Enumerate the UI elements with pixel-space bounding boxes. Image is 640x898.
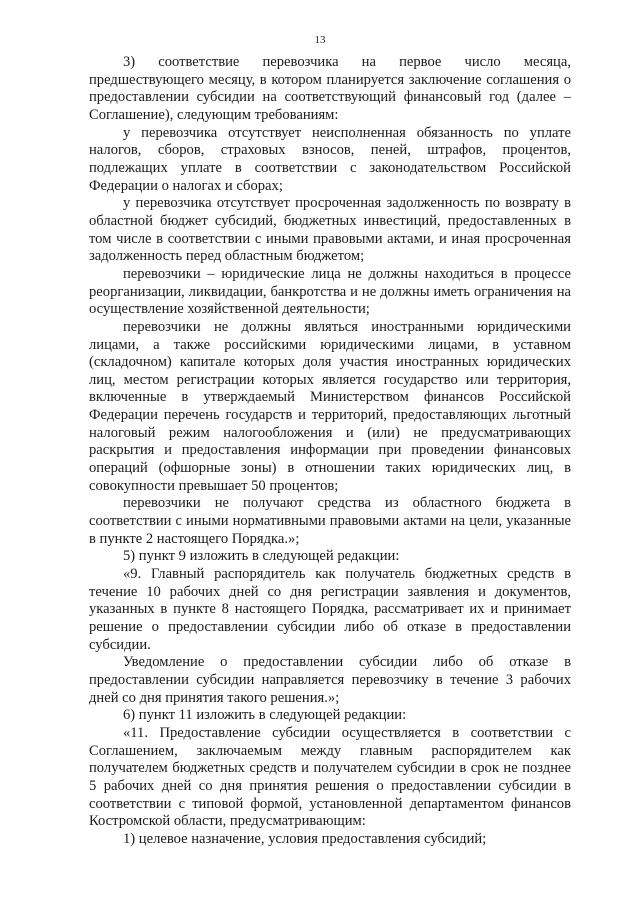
- paragraph-no-reorganization: перевозчики – юридические лица не должны находиться в процессе реорганизации, ликвидации, банкротства и не должны иметь ограничения на осуществление хозяйственной деятельности;: [89, 265, 571, 318]
- paragraph-no-other-funds: перевозчики не получают средства из областного бюджета в соответствии с иными нормативными правовыми актами на цели, указанные в пункте 2 настоящего Порядка.»;: [89, 495, 571, 547]
- paragraph-carrier-requirements: 3) соответствие перевозчика на первое число месяца, предшествующего месяцу, в котором планируется заключение соглашения о предоставлении субсидии на соответствующий финансовый год (далее – Соглашение), следующим требованиям:: [89, 54, 571, 123]
- paragraph-no-tax-debt: у перевозчика отсутствует неисполненная обязанность по уплате налогов, сборов, страховых взносов, пеней, штрафов, процентов, подлежащих уплате в соответствии с законодательством Российской Федерации о налогах и сборах;: [89, 124, 571, 194]
- paragraph-clause-9: «9. Главный распорядитель как получатель бюджетных средств в течение 10 рабочих дней со дня регистрации заявления и документов, указанных в пункте 8 настоящего Порядка, рассматривает их и принимает решение о предоставлении субсидии либо об отказе в предоставлении субсидии.: [89, 566, 571, 653]
- paragraph-not-foreign-entity: перевозчики не должны являться иностранными юридическими лицами, а также российскими юридическими лицами, в уставном (складочном) капитале которых доля участия иностранных юридических лиц, местом регистрации которых является государство или территория, включенные в утверждаемый Министерством финансов Российской Федерации перечень государств и территорий, предоставляющих льготный налоговый режим налогообложения и (или) не предусматривающих раскрытия и предоставления информации при проведении финансовых операций (офшорные зоны) в отношении таких юридических лиц, в совокупности превышает 50 процентов;: [89, 318, 571, 494]
- paragraph-no-budget-debt: у перевозчика отсутствует просроченная задолженность по возврату в областной бюджет субсидий, бюджетных инвестиций, предоставленных в том числе в соответствии с иными правовыми актами, и иная просроченная задолженность перед областным бюджетом;: [89, 195, 571, 265]
- page-number: 13: [314, 34, 326, 46]
- paragraph-clause-11: «11. Предоставление субсидии осуществляется в соответствии с Соглашением, заключаемым между главным распорядителем как получателем бюджетных средств и получателем субсидии в срок не позднее 5 рабочих дней со дня принятия решения о предоставлении субсидии в соответствии с типовой формой, установленной департаментом финансов Костромской области, предусматривающим:: [89, 724, 571, 830]
- paragraph-notification: Уведомление о предоставлении субсидии либо об отказе в предоставлении субсидии направляется перевозчику в течение 3 рабочих дней со дня принятия такого решения.»;: [89, 654, 571, 706]
- paragraph-item-6: 6) пункт 11 изложить в следующей редакции:: [123, 707, 407, 724]
- paragraph-list-item-1: 1) целевое назначение, условия предоставления субсидий;: [123, 830, 487, 847]
- document-body: [89, 54, 571, 849]
- paragraph-item-5: 5) пункт 9 изложить в следующей редакции:: [123, 548, 400, 565]
